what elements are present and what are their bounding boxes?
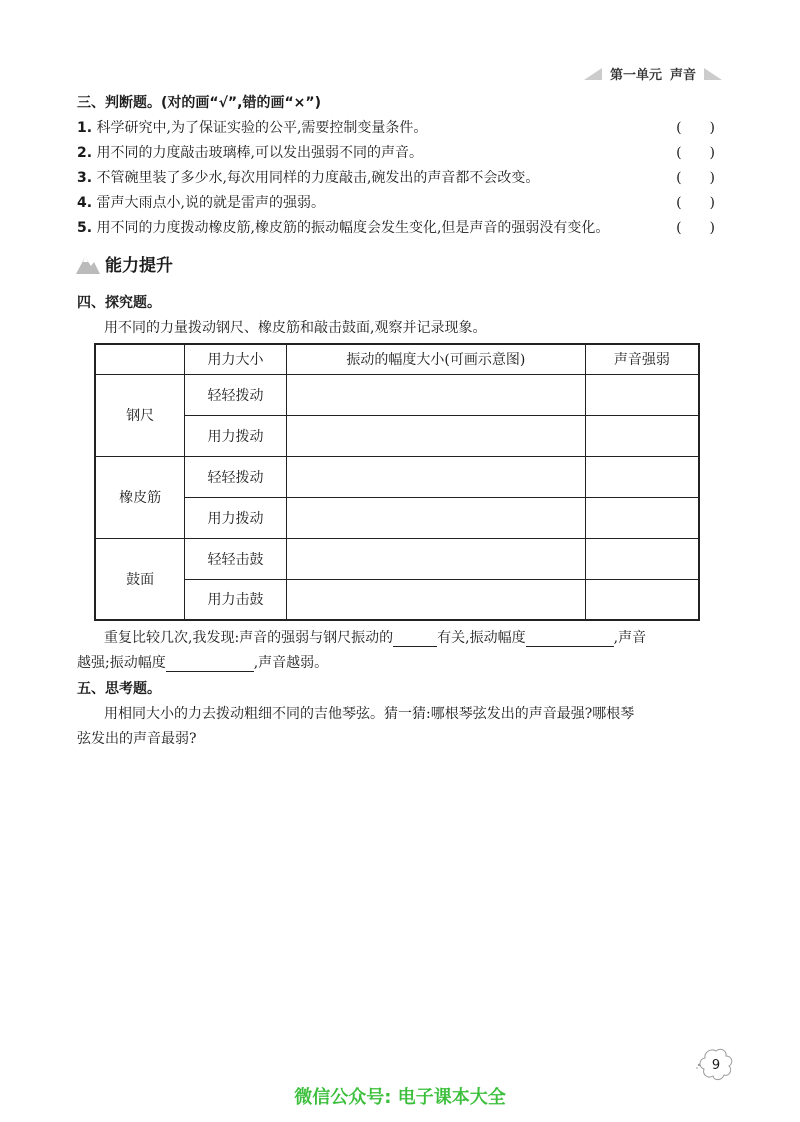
amplitude-cell[interactable] <box>286 538 585 579</box>
conclusion-line-1 <box>104 627 646 647</box>
think-question-line-1: 用相同大小的力去拨动粗细不同的吉他琴弦。猜一猜:哪根琴弦发出的声音最强?哪根琴 <box>104 706 635 722</box>
amplitude-cell[interactable] <box>286 497 585 538</box>
table-header-cell <box>95 344 185 374</box>
question-text: 用不同的力度拨动橡皮筋,橡皮筋的振动幅度会发生变化,但是声音的强弱没有变化。 <box>96 220 610 236</box>
conclusion-text: 重复比较几次,我发现:声音的强弱与钢尺振动的 <box>104 630 394 646</box>
answer-paren[interactable]: ( ) <box>676 220 715 236</box>
conclusion-line-2 <box>77 652 328 672</box>
loudness-cell[interactable] <box>585 579 699 620</box>
answer-paren[interactable]: ( ) <box>676 170 715 186</box>
judgment-item <box>77 192 325 212</box>
conclusion-text: ,声音越弱。 <box>253 655 329 671</box>
think-question-line-2: 弦发出的声音最弱? <box>77 731 197 747</box>
question-text: 雷声大雨点小,说的就是雷声的强弱。 <box>96 195 325 211</box>
table-row <box>95 579 699 620</box>
record-table <box>94 343 700 621</box>
force-cell: 用力拨动 <box>185 497 287 538</box>
page-number-badge <box>696 1047 736 1083</box>
header-left-triangle-icon <box>584 68 602 80</box>
judgment-item <box>77 167 539 187</box>
force-cell: 轻轻击鼓 <box>185 538 287 579</box>
question-number: 4. <box>77 195 93 211</box>
page-number: 9 <box>711 1057 721 1073</box>
loudness-cell[interactable] <box>585 538 699 579</box>
table-row <box>95 456 699 497</box>
fill-blank[interactable] <box>166 655 254 672</box>
header-right-triangle-icon <box>704 68 722 80</box>
table-header-row <box>95 344 699 374</box>
force-cell: 轻轻拨动 <box>185 456 287 497</box>
force-cell: 轻轻拨动 <box>185 374 287 415</box>
explore-intro: 用不同的力量拨动钢尺、橡皮筋和敲击鼓面,观察并记录现象。 <box>104 320 487 336</box>
mountain-icon <box>75 253 101 275</box>
amplitude-cell[interactable] <box>286 456 585 497</box>
table-header-cell: 用力大小 <box>185 344 287 374</box>
conclusion-text: 有关,振动幅度 <box>437 630 526 646</box>
question-number: 3. <box>77 170 93 186</box>
fill-blank[interactable] <box>393 630 437 647</box>
footer-watermark: 微信公众号: 电子课本大全 <box>294 1087 506 1108</box>
amplitude-cell[interactable] <box>286 374 585 415</box>
banner-title: 能力提升 <box>105 256 173 276</box>
group-cell: 鼓面 <box>95 538 185 620</box>
question-number: 2. <box>77 145 93 161</box>
judgment-item <box>77 217 609 237</box>
table-row <box>95 374 699 415</box>
table-header-cell: 振动的幅度大小(可画示意图) <box>286 344 585 374</box>
judgment-item <box>77 117 427 137</box>
loudness-cell[interactable] <box>585 374 699 415</box>
think-title: 五、思考题。 <box>77 681 161 697</box>
force-cell: 用力拨动 <box>185 415 287 456</box>
table-header-cell: 声音强弱 <box>585 344 699 374</box>
question-number: 5. <box>77 220 93 236</box>
loudness-cell[interactable] <box>585 456 699 497</box>
answer-paren[interactable]: ( ) <box>676 120 715 136</box>
force-cell: 用力击鼓 <box>185 579 287 620</box>
amplitude-cell[interactable] <box>286 415 585 456</box>
question-text: 不管碗里装了多少水,每次用同样的力度敲击,碗发出的声音都不会改变。 <box>96 170 540 186</box>
header-unit: 第一单元 <box>609 68 662 83</box>
judgment-title: 三、判断题。(对的画“√”,错的画“×”) <box>77 95 321 111</box>
table-row <box>95 538 699 579</box>
loudness-cell[interactable] <box>585 497 699 538</box>
explore-title: 四、探究题。 <box>77 295 161 311</box>
question-text: 科学研究中,为了保证实验的公平,需要控制变量条件。 <box>96 120 428 136</box>
answer-paren[interactable]: ( ) <box>676 195 715 211</box>
group-cell: 橡皮筋 <box>95 456 185 538</box>
answer-paren[interactable]: ( ) <box>676 145 715 161</box>
group-cell: 钢尺 <box>95 374 185 456</box>
ability-banner <box>75 251 173 276</box>
fill-blank[interactable] <box>526 630 614 647</box>
question-text: 用不同的力度敲击玻璃棒,可以发出强弱不同的声音。 <box>96 145 423 161</box>
page-header <box>584 64 722 83</box>
table-row <box>95 497 699 538</box>
loudness-cell[interactable] <box>585 415 699 456</box>
conclusion-text: ,声音 <box>613 630 647 646</box>
question-number: 1. <box>77 120 93 136</box>
amplitude-cell[interactable] <box>286 579 585 620</box>
table-row <box>95 415 699 456</box>
conclusion-text: 越强;振动幅度 <box>77 655 166 671</box>
header-topic: 声音 <box>669 68 696 83</box>
judgment-item <box>77 142 423 162</box>
